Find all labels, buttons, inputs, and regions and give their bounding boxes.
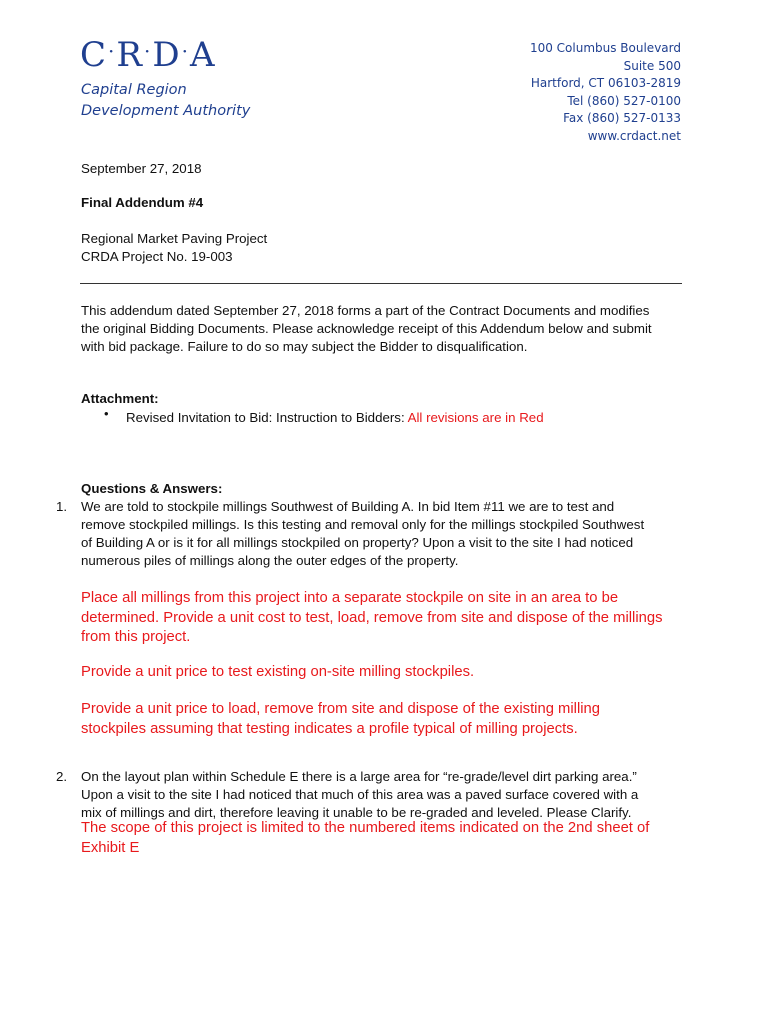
- answer-1-line: determined. Provide a unit cost to test, load, remove from site and dispose of the millings: [81, 609, 663, 626]
- answer-1-paragraph-3: [81, 700, 600, 739]
- answer-1-paragraph-1: [81, 589, 662, 648]
- crda-logo: [80, 35, 216, 75]
- addendum-title: Final Addendum #4: [81, 195, 204, 210]
- question-1-number: 1.: [56, 499, 68, 514]
- logo-letter-d: D: [152, 35, 181, 75]
- logo-dot: ·: [143, 39, 152, 63]
- org-line-1: Capital Region: [81, 82, 187, 98]
- attachment-item: [126, 409, 544, 427]
- logo-letter-c: C: [80, 35, 108, 75]
- question-1-line: We are told to stockpile millings Southwest of Building A. In bid Item #11 we are to test and: [81, 499, 615, 514]
- answer-2: [81, 819, 649, 858]
- org-line-2: Development Authority: [81, 103, 251, 119]
- address-block: [530, 40, 681, 146]
- organization-name: [81, 80, 250, 122]
- address-city: Hartford, CT 06103-2819: [530, 76, 681, 91]
- address-fax: Fax (860) 527-0133: [563, 111, 681, 126]
- answer-2-line: Exhibit E: [81, 839, 140, 856]
- question-1: [81, 498, 644, 570]
- question-1-line: numerous piles of millings along the outer edges of the property.: [81, 553, 459, 568]
- logo-letter-r: R: [116, 35, 143, 75]
- intro-line: the original Bidding Documents. Please acknowledge receipt of this Addendum below and submit: [81, 321, 652, 336]
- address-tel: Tel (860) 527-0100: [567, 93, 681, 108]
- project-number: CRDA Project No. 19-003: [81, 249, 233, 264]
- question-2-line: On the layout plan within Schedule E there is a large area for “re-grade/level dirt parking area.”: [81, 769, 637, 784]
- answer-1-line: from this project.: [81, 629, 191, 645]
- address-street: 100 Columbus Boulevard: [529, 41, 681, 55]
- question-1-line: of Building A or is it for all millings stockpiled on property? Upon a visit to the site I had noticed: [81, 535, 634, 550]
- logo-dot: ·: [181, 39, 189, 63]
- qa-heading: Questions & Answers:: [81, 481, 223, 496]
- logo-dot: ·: [108, 39, 116, 63]
- intro-paragraph: [81, 302, 652, 356]
- letter-date: September 27, 2018: [81, 161, 202, 176]
- question-2-number: 2.: [56, 769, 68, 784]
- address-suite: Suite 500: [623, 58, 681, 73]
- question-2-line: Upon a visit to the site I had noticed that much of this area was a paved surface covered with a: [81, 787, 639, 802]
- attachment-heading: Attachment:: [81, 391, 159, 406]
- answer-1-line: Provide a unit price to load, remove from site and dispose of the existing milling: [81, 701, 600, 717]
- website-link[interactable]: www.crdact.net: [587, 128, 681, 143]
- answer-2-line: The scope of this project is limited to the numbered items indicated on the 2nd sheet of: [81, 820, 650, 836]
- logo-letter-a: A: [189, 35, 216, 75]
- question-1-line: remove stockpiled millings. Is this testing and removal only for the millings stockpiled Southwest: [81, 517, 645, 532]
- divider-line: [80, 283, 682, 284]
- answer-1-line: stockpiles assuming that testing indicates a profile typical of milling projects.: [81, 720, 578, 737]
- attachment-item-red-note: All revisions are in Red: [407, 410, 544, 425]
- answer-1-line: Place all millings from this project into a separate stockpile on site in an area to be: [81, 590, 619, 606]
- bullet-icon: •: [104, 406, 109, 421]
- question-2-line: mix of millings and dirt, therefore leaving it unable to be re-graded and leveled. Please Clarify.: [81, 805, 632, 820]
- intro-line: This addendum dated September 27, 2018 forms a part of the Contract Documents and modifies: [81, 303, 650, 318]
- question-2: [81, 768, 638, 822]
- project-name: Regional Market Paving Project: [81, 231, 268, 246]
- intro-line: with bid package. Failure to do so may subject the Bidder to disqualification.: [81, 339, 528, 354]
- answer-1-paragraph-2: Provide a unit price to test existing on-site milling stockpiles.: [81, 664, 475, 680]
- attachment-item-text: Revised Invitation to Bid: Instruction to Bidders:: [126, 410, 405, 425]
